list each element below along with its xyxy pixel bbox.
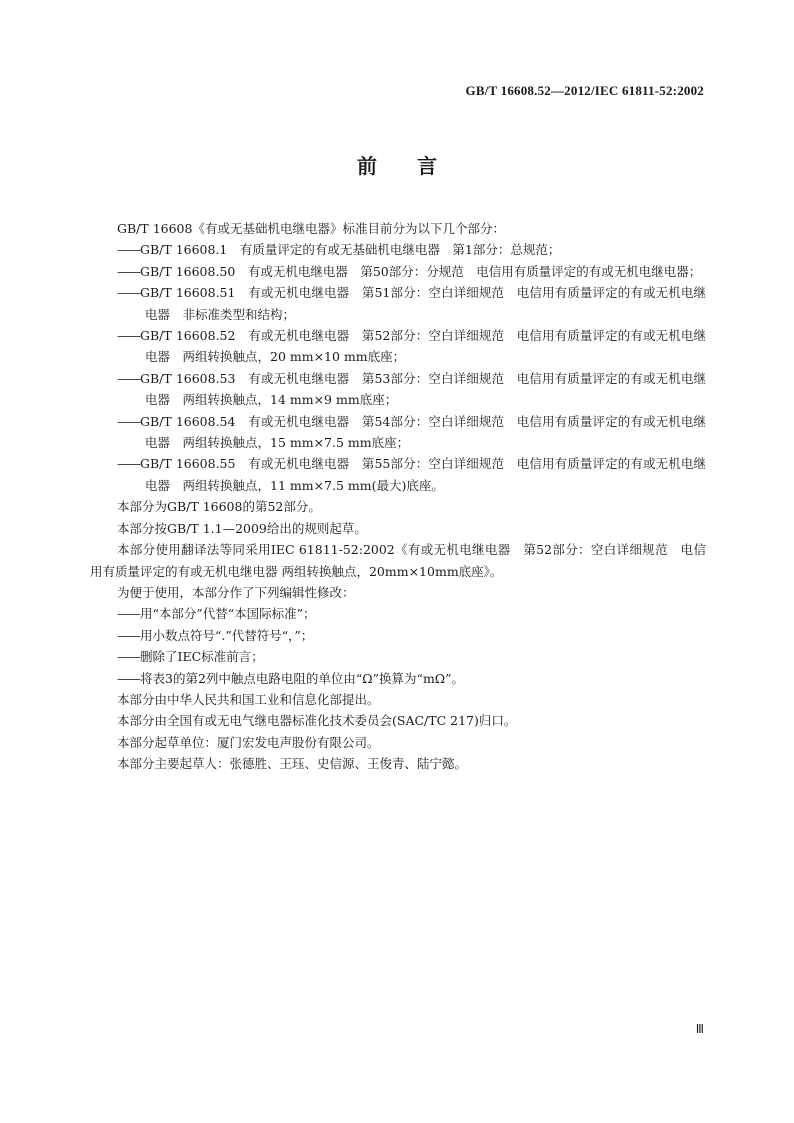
dash-marker: ——	[117, 370, 140, 386]
dash-marker: ——	[117, 242, 140, 258]
dash-marker: ——	[117, 263, 140, 279]
proposed-by-paragraph: 本部分由中华人民共和国工业和信息化部提出。	[117, 691, 380, 707]
intro-paragraph: GB/T 16608《有或无基础机电继电器》标准目前分为以下几个部分：	[117, 221, 505, 236]
list-item: ——将表3的第2列中触点电路电阻的单位由“Ω”换算为“mΩ”。	[117, 670, 465, 686]
dash-marker: ——	[117, 285, 140, 301]
dash-marker: ——	[117, 649, 140, 665]
list-item: ——GB/T 16608.51 有或无机电继电器 第51部分：空白详细规范 电信用有质量评定的有或无机电继电器 非标准类型和结构；	[117, 285, 706, 322]
list-item: ——GB/T 16608.50 有或无机电继电器 第50部分：分规范 电信用有质量评定的有或无机电继电器；	[117, 263, 702, 279]
list-item: ——用小数点符号“.”代替符号“，”；	[117, 627, 314, 643]
dash-marker: ——	[117, 456, 140, 472]
list-item: ——GB/T 16608.53 有或无机电继电器 第53部分：空白详细规范 电信用有质量评定的有或无机电继电器 两组转换触点，14 mm×9 mm底座；	[117, 370, 706, 408]
drafting-unit-paragraph: 本部分起草单位：厦门宏发电声股份有限公司。	[117, 734, 380, 750]
translation-paragraph: 本部分使用翻译法等同采用IEC 61811-52:2002《有或无机电继电器 第52部分：空白详细规范 电信用有质量评定的有或无机电继电器 两组转换触点，20mm×10mm底座》。	[90, 542, 706, 579]
page-number: Ⅲ	[695, 1022, 704, 1036]
part-of-paragraph: 本部分为GB/T 16608的第52部分。	[117, 499, 321, 515]
page-title: 前言	[357, 154, 477, 178]
parts-list	[90, 239, 706, 496]
dash-marker: ——	[117, 670, 140, 686]
jurisdiction-paragraph: 本部分由全国有或无电气继电器标准化技术委员会(SAC/TC 217)归口。	[117, 713, 517, 729]
dash-marker: ——	[117, 606, 140, 622]
drafting-rules-paragraph: 本部分按GB/T 1.1—2009给出的规则起草。	[117, 520, 367, 536]
list-item: ——GB/T 16608.55 有或无机电继电器 第55部分：空白详细规范 电信用有质量评定的有或无机电继电器 两组转换触点，11 mm×7.5 mm(最大)底座。	[117, 456, 706, 493]
list-item: ——GB/T 16608.54 有或无机电继电器 第54部分：空白详细规范 电信用有质量评定的有或无机电继电器 两组转换触点，15 mm×7.5 mm底座；	[117, 413, 706, 451]
standard-code: GB/T 16608.52—2012/IEC 61811-52:2002	[465, 83, 704, 98]
dash-marker: ——	[117, 328, 140, 344]
list-item: ——GB/T 16608.1 有质量评定的有或无基础机电继电器 第1部分：总规范；	[117, 242, 561, 258]
foreword-body	[90, 218, 706, 775]
list-item: ——用“本部分”代替“本国际标准”；	[117, 606, 316, 622]
dash-marker: ——	[117, 627, 140, 643]
drafters-paragraph: 本部分主要起草人：张德胜、王珏、史信源、王俊青、陆宁懿。	[117, 756, 468, 772]
dash-marker: ——	[117, 413, 140, 429]
edit-intro-paragraph: 为便于使用，本部分作了下列编辑性修改：	[117, 584, 355, 600]
list-item: ——GB/T 16608.52 有或无机电继电器 第52部分：空白详细规范 电信用有质量评定的有或无机电继电器 两组转换触点，20 mm×10 mm底座；	[117, 328, 706, 365]
edits-list	[90, 603, 706, 689]
list-item: ——删除了IEC标准前言；	[117, 649, 264, 665]
